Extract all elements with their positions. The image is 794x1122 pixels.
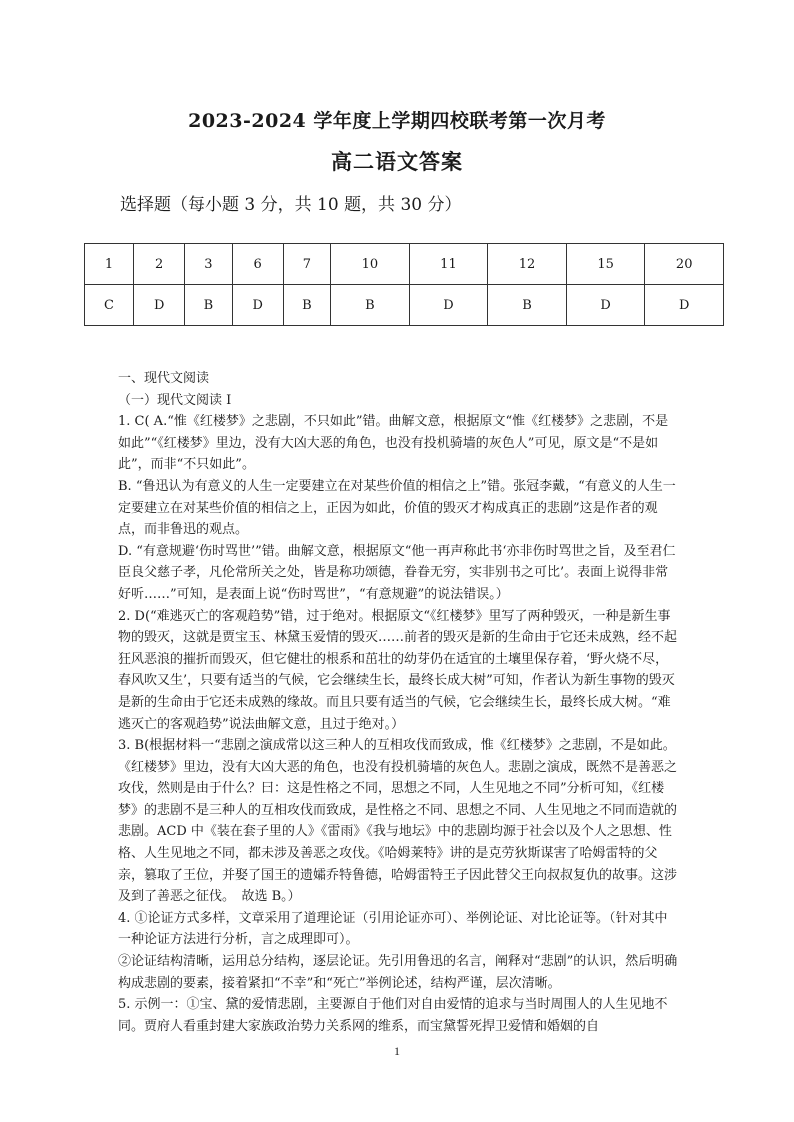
subsection-heading: （一）现代文阅读 I	[118, 392, 232, 408]
answer-row	[85, 285, 724, 326]
document-title: 2023-2024 学年度上学期四校联考第一次月考	[188, 110, 606, 132]
answer-paragraph: 2. D(“难逃灭亡的客观趋势”错，过于绝对。根据原文“《红楼梦》里写了两种毁灭，一种是新生事物的毁灭，这就是贾宝玉、林黛玉爱情的毁灭……前者的毁灭是新的生命由于它还未成熟，经不起狂风恶浪的摧折而毁灭，但它健壮的根系和茁壮的幼芽仍在适宜的土壤里保存着，‘野火烧不尽，春风吹又生’，只要有适当的气候，它会继续生长，最终长成大树”可知，作者认为新生事物的毁灭是新的生命由于它还未成熟的缘故。而且只要有适当的气候，它会继续生长，最终长成大树。“难逃灭亡的客观趋势”说法曲解文意，且过于绝对。）	[118, 608, 678, 732]
answer-paragraph: ②论证结构清晰，运用总分结构，逐层论证。先引用鲁迅的名言，阐释对“悲剧”的认识，然后明确构成悲剧的要素，接着紧扣“不幸”和“死亡”举例论述，结构严谨，层次清晰。	[118, 954, 678, 991]
answer-cell: D	[566, 285, 645, 326]
choice-section-heading: 选择题（每小题 3 分，共 10 题，共 30 分）	[120, 195, 462, 215]
question-number-cell: 11	[409, 244, 488, 285]
question-number-cell: 3	[185, 244, 232, 285]
answer-paragraph: B. “鲁迅认为有意义的人生一定要建立在对某些价值的相信之上”错。张冠李戴，“有意义的人生一定要建立在对某些价值的相信之上，正因为如此，价值的毁灭才构成真正的悲剧”这是作者的观点，而非鲁迅的观点。	[118, 478, 676, 538]
answer-cell: D	[134, 285, 185, 326]
answer-cell: B	[331, 285, 410, 326]
answer-paragraph: 1. C( A.“惟《红楼梦》之悲剧，不只如此”错。曲解文意，根据原文“惟《红楼梦》之悲剧，不是如此”“《红楼梦》里边，没有大凶大恶的角色，也没有投机骑墙的灰色人”可见，原文是“不是如此”，而非“不只如此”。	[118, 414, 669, 473]
answer-cell: B	[185, 285, 232, 326]
answer-cell: D	[232, 285, 283, 326]
question-number-cell: 20	[645, 244, 724, 285]
answer-cell: D	[409, 285, 488, 326]
answer-paragraph: 4. ①论证方式多样，文章采用了道理论证（引用论证亦可）、举例论证、对比论证等。（针对其中一种论证方法进行分析，言之成理即可）。	[118, 910, 668, 948]
answer-paragraph: 3. B(根据材料一“悲剧之演成常以这三种人的互相攻伐而致成，惟《红楼梦》之悲剧，不是如此。《红楼梦》里边，没有大凶大恶的角色，也没有投机骑墙的灰色人。悲剧之演成，既然不是善恶之攻伐，然则是由于什么？曰：这是性格之不同，思想之不同，人生见地之不同”分析可知，《红楼梦》的悲剧不是三种人的互相攻伐而致成，是性格之不同、思想之不同、人生见地之不同而造就的悲剧。ACD 中《装在套子里的人》《雷雨》《我与地坛》中的悲剧均源于社会以及个人之思想、性格、人生见地之不同，都未涉及善恶之攻伐。《哈姆莱特》讲的是克劳狄斯谋害了哈姆雷特的父亲，篡取了王位，并娶了国王的遗孀乔特鲁德，哈姆雷特王子因此替父王向叔叔复仇的故事。这涉及到了善恶之征伐。 故选 B。）	[118, 738, 678, 905]
answer-cell: B	[488, 285, 567, 326]
question-number-row	[85, 244, 724, 285]
answer-explanations	[118, 368, 678, 1037]
question-number-cell: 15	[566, 244, 645, 285]
question-number-cell: 10	[331, 244, 410, 285]
question-number-cell: 1	[85, 244, 134, 285]
answer-cell: C	[85, 285, 134, 326]
question-number-cell: 7	[283, 244, 330, 285]
page-number: 1	[394, 1044, 400, 1058]
answer-paragraph: 5. 示例一：①宝、黛的爱情悲剧，主要源自于他们对自由爱情的追求与当时周围人的人生见地不同。贾府人看重封建大家族政治势力关系网的维系，而宝黛誓死捍卫爱情和婚姻的自	[118, 997, 668, 1034]
answer-paragraph: D. “有意规避‘伤时骂世’”错。曲解文意，根据原文“他一再声称此书‘亦非伤时骂世之旨，及至君仁臣良父慈子孝，凡伦常所关之处，皆是称功颂德，眷眷无穷，实非别书之可比’。表面上说得非常好听……”可知，是表面上说“伤时骂世”，“有意规避”的说法错误。）	[118, 543, 676, 602]
document-subtitle: 高二语文答案	[331, 149, 463, 174]
answer-table	[84, 243, 724, 326]
question-number-cell: 6	[232, 244, 283, 285]
question-number-cell: 2	[134, 244, 185, 285]
question-number-cell: 12	[488, 244, 567, 285]
section-heading: 一、现代文阅读	[118, 371, 210, 386]
answer-cell: B	[283, 285, 330, 326]
answer-cell: D	[645, 285, 724, 326]
